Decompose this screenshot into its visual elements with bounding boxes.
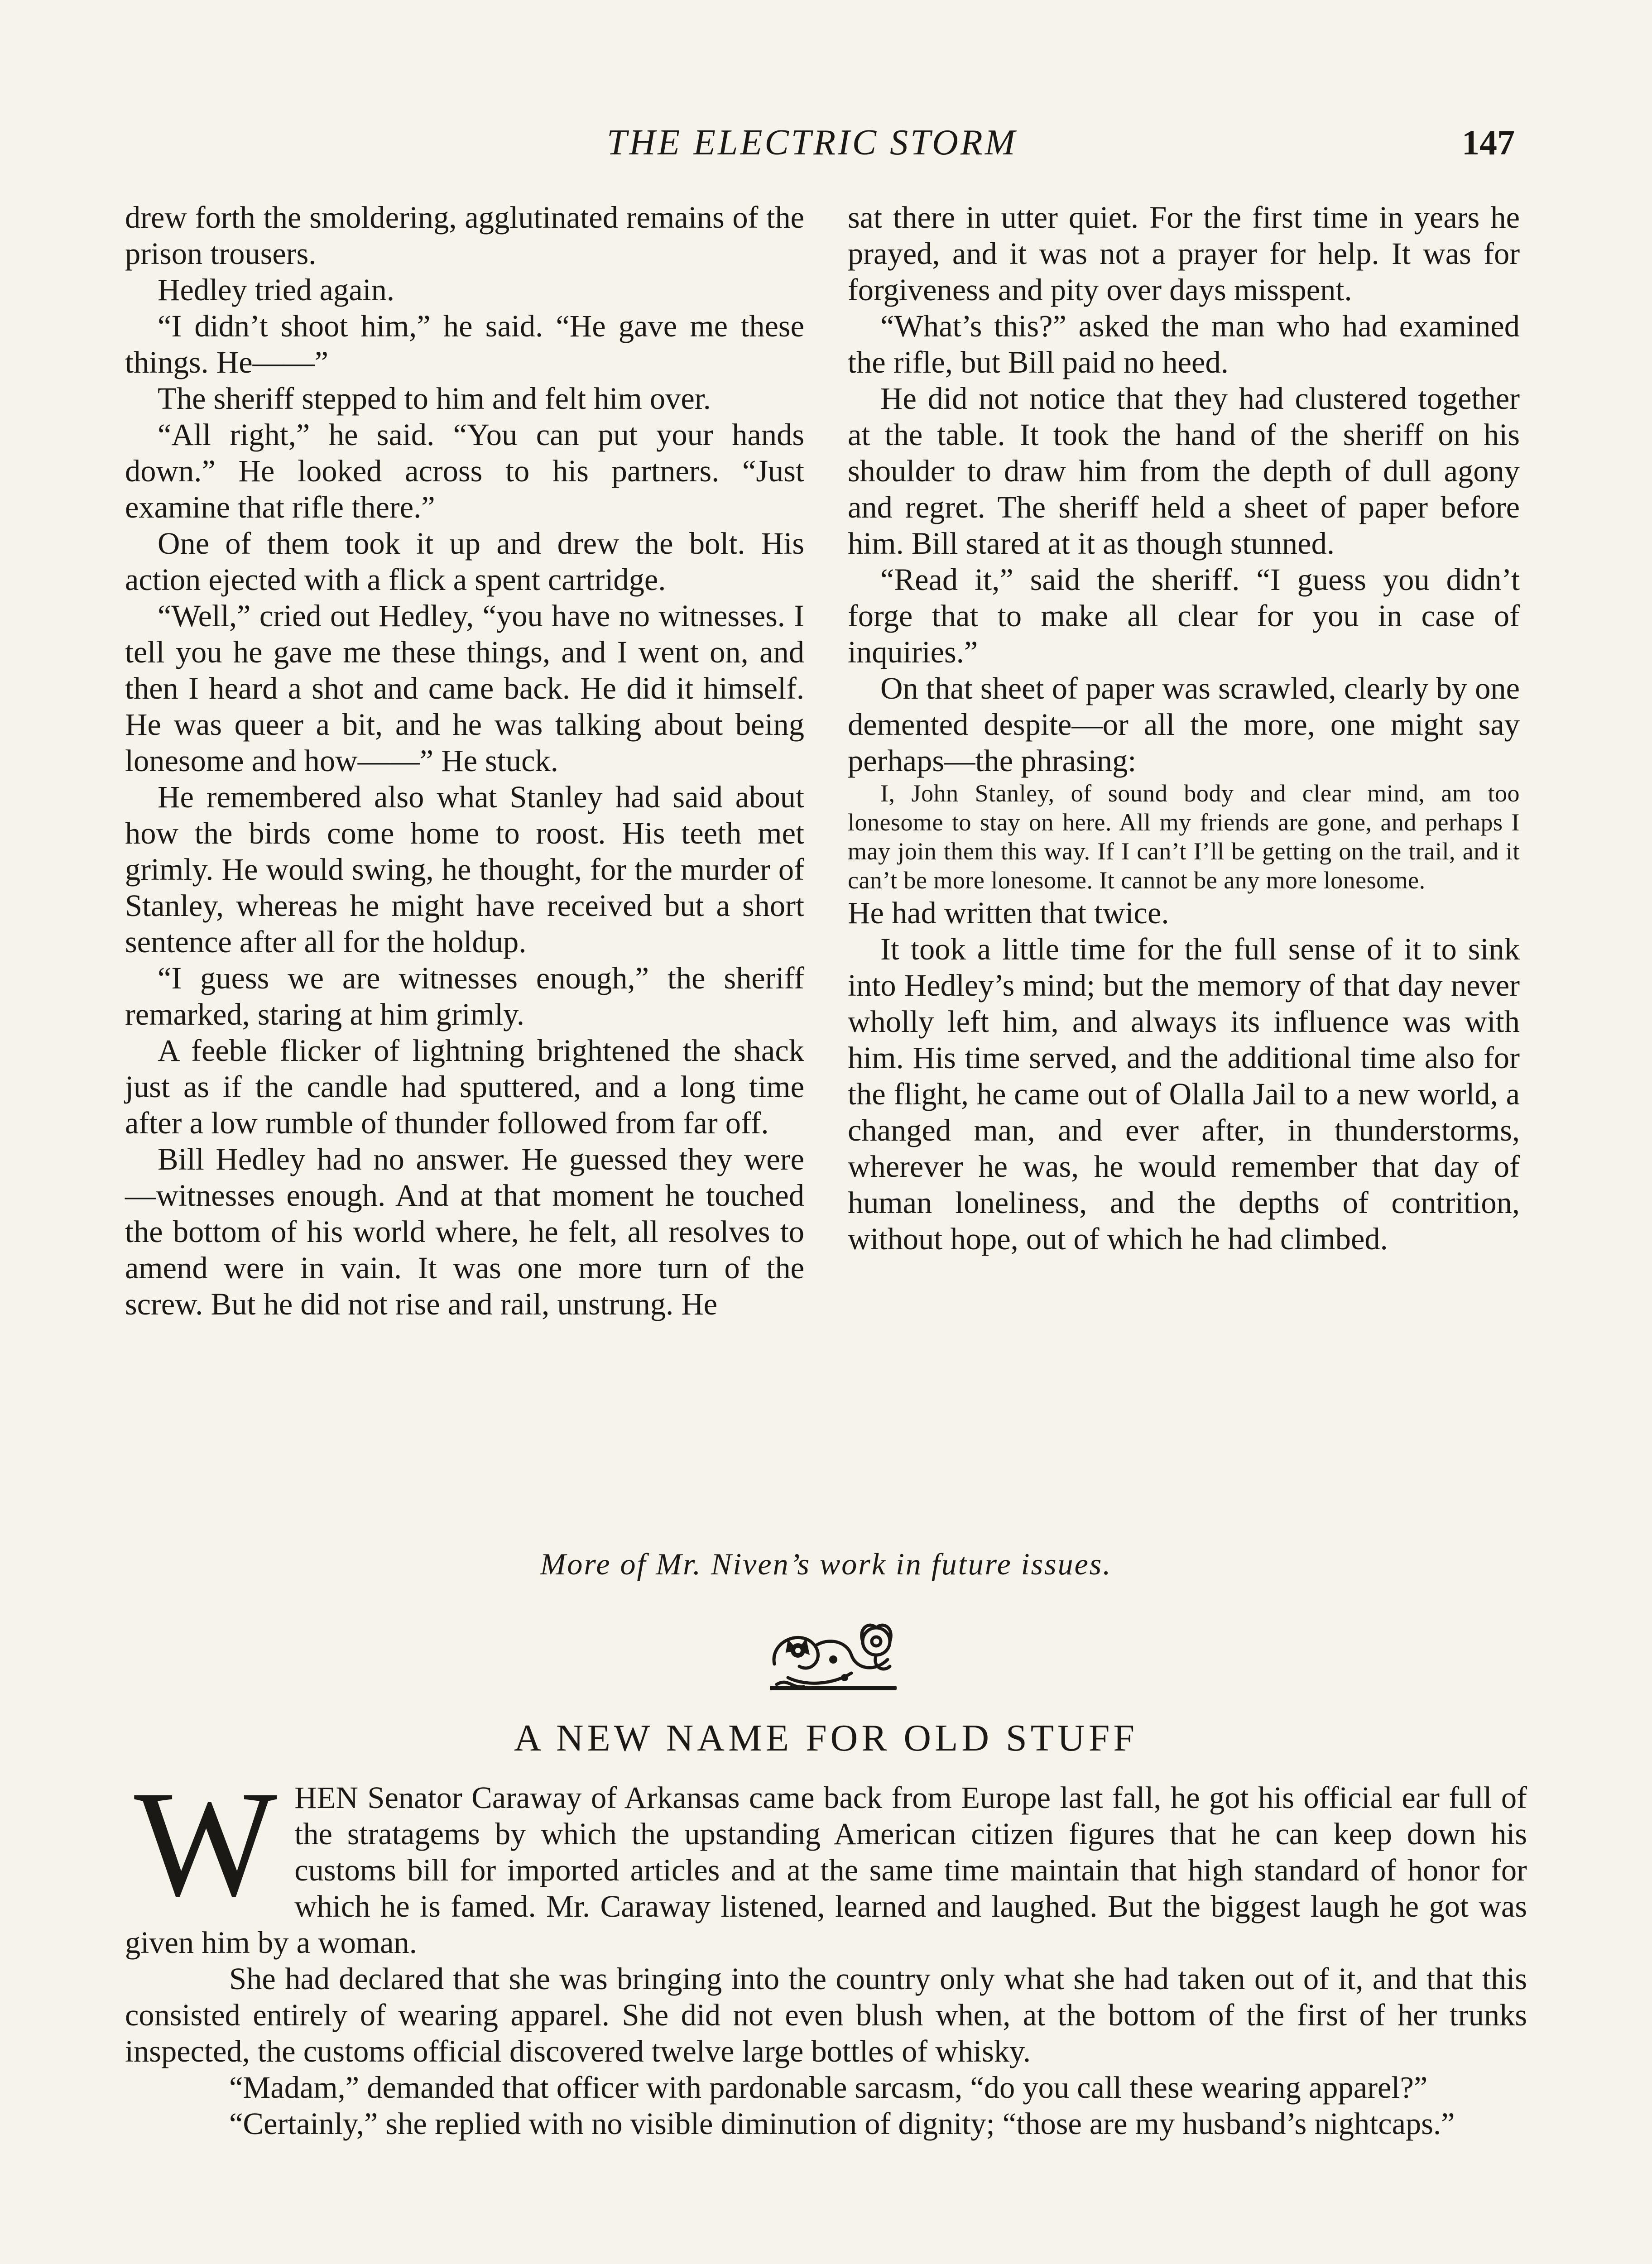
story-paragraph: He remembered also what Stanley had said about how the birds come home to roost. His teeth met grimly. He would swing, he thought, for the murder of Stanley, whereas he might have received but a short sentence after all for the holdup. [125, 780, 804, 959]
story-paragraph: He had written that twice. [848, 896, 1169, 930]
drop-cap: W [134, 1760, 278, 1928]
story-paragraph: drew forth the smoldering, agglutinated remains of the prison trousers. [125, 200, 804, 271]
article-paragraph: “Madam,” demanded that officer with pardonable sarcasm, “do you call these wearing apparel?” [229, 2070, 1428, 2105]
suicide-note-quote: I, John Stanley, of sound body and clear mind, am too lonesome to stay on here. All my friends are gone, and perhaps I may join them this way. If I can’t I’ll be getting on the trail, and it can’t be more lonesome. It cannot be any more lonesome. [848, 780, 1520, 894]
story-right-column [848, 199, 1520, 1257]
story-paragraph: A feeble flicker of lightning brightened the shack just as if the candle had sputtered, and a long time after a low rumble of thunder followed from far off. [125, 1033, 804, 1140]
article-paragraph: She had declared that she was bringing into the country only what she had taken out of it, and that this consisted entirely of wearing apparel. She did not even blush when, at the bottom of the first of her trunks inspected, the customs official discovered twelve large bottles of whisky. [125, 1962, 1527, 2068]
article-body [125, 1760, 1527, 2142]
story-paragraph: “I guess we are witnesses enough,” the sheriff remarked, staring at him grimly. [125, 961, 804, 1031]
story-paragraph: “Read it,” said the sheriff. “I guess you didn’t forge that to make all clear for you in case of inquiries.” [848, 562, 1520, 669]
article-paragraph [125, 1760, 1527, 1961]
story-credit-line: More of Mr. Niven’s work in future issues. [540, 1547, 1112, 1581]
story-paragraph: “Well,” cried out Hedley, “you have no witnesses. I tell you he gave me these things, and I went on, and then I heard a shot and came back. He did it himself. He was queer a bit, and he was talking about being lonesome and how——” He stuck. [125, 599, 804, 778]
story-paragraph: It took a little time for the full sense of it to sink into Hedley’s mind; but the memory of that day never wholly left him, and always its influence was with him. His time served, and the additional time also for the flight, he came out of Olalla Jail to a new world, a changed man, and ever after, in thunderstorms, wherever he was, he would remember that day of human loneliness, and the depths of contrition, without hope, out of which he had climbed. [848, 932, 1520, 1256]
story-paragraph: “I didn’t shoot him,” he said. “He gave me these things. He——” [125, 309, 804, 379]
running-head [0, 122, 1652, 163]
article-paragraph-text: HEN Senator Caraway of Arkansas came back from Europe last fall, he got his official ear full of the stratagems by which the upstanding American citizen figures that he can keep down his customs bill for imported articles and at the same time maintain that high standard of honor for which he is famed. Mr. Caraway listened, learned and laughed. But the biggest laugh he got was given him by a woman. [125, 1780, 1527, 1960]
running-title: THE ELECTRIC STORM [607, 123, 1018, 163]
story-left-column [125, 199, 804, 1322]
floral-vignette-icon [761, 1610, 906, 1696]
page-number: 147 [1462, 123, 1515, 162]
story-paragraph: The sheriff stepped to him and felt him over. [158, 381, 711, 416]
story-paragraph: On that sheet of paper was scrawled, clearly by one demented despite—or all the more, one might say perhaps—the phrasing: [848, 671, 1520, 778]
story-paragraph: Bill Hedley had no answer. He guessed they were—witnesses enough. And at that moment he touched the bottom of his world where, he felt, all resolves to amend were in vain. It was one more turn of the screw. But he did not rise and rail, unstrung. He [125, 1142, 804, 1321]
story-paragraph: “All right,” he said. “You can put your hands down.” He looked across to his partners. “Just examine that rifle there.” [125, 417, 804, 524]
story-paragraph: Hedley tried again. [158, 273, 395, 307]
article-paragraph: “Certainly,” she replied with no visible diminution of dignity; “those are my husband’s nightcaps.” [229, 2106, 1455, 2141]
story-paragraph: “What’s this?” asked the man who had examined the rifle, but Bill paid no heed. [848, 309, 1520, 379]
story-paragraph: One of them took it up and drew the bolt. His action ejected with a flick a spent cartridge. [125, 526, 804, 597]
story-paragraph: He did not notice that they had clustered together at the table. It took the hand of the sheriff on his shoulder to draw him from the depth of dull agony and regret. The sheriff held a sheet of paper before him. Bill stared at it as though stunned. [848, 381, 1520, 561]
article-title: A NEW NAME FOR OLD STUFF [514, 1717, 1138, 1759]
story-paragraph: sat there in utter quiet. For the first time in years he prayed, and it was not a prayer for help. It was for forgiveness and pity over days misspent. [848, 200, 1520, 307]
